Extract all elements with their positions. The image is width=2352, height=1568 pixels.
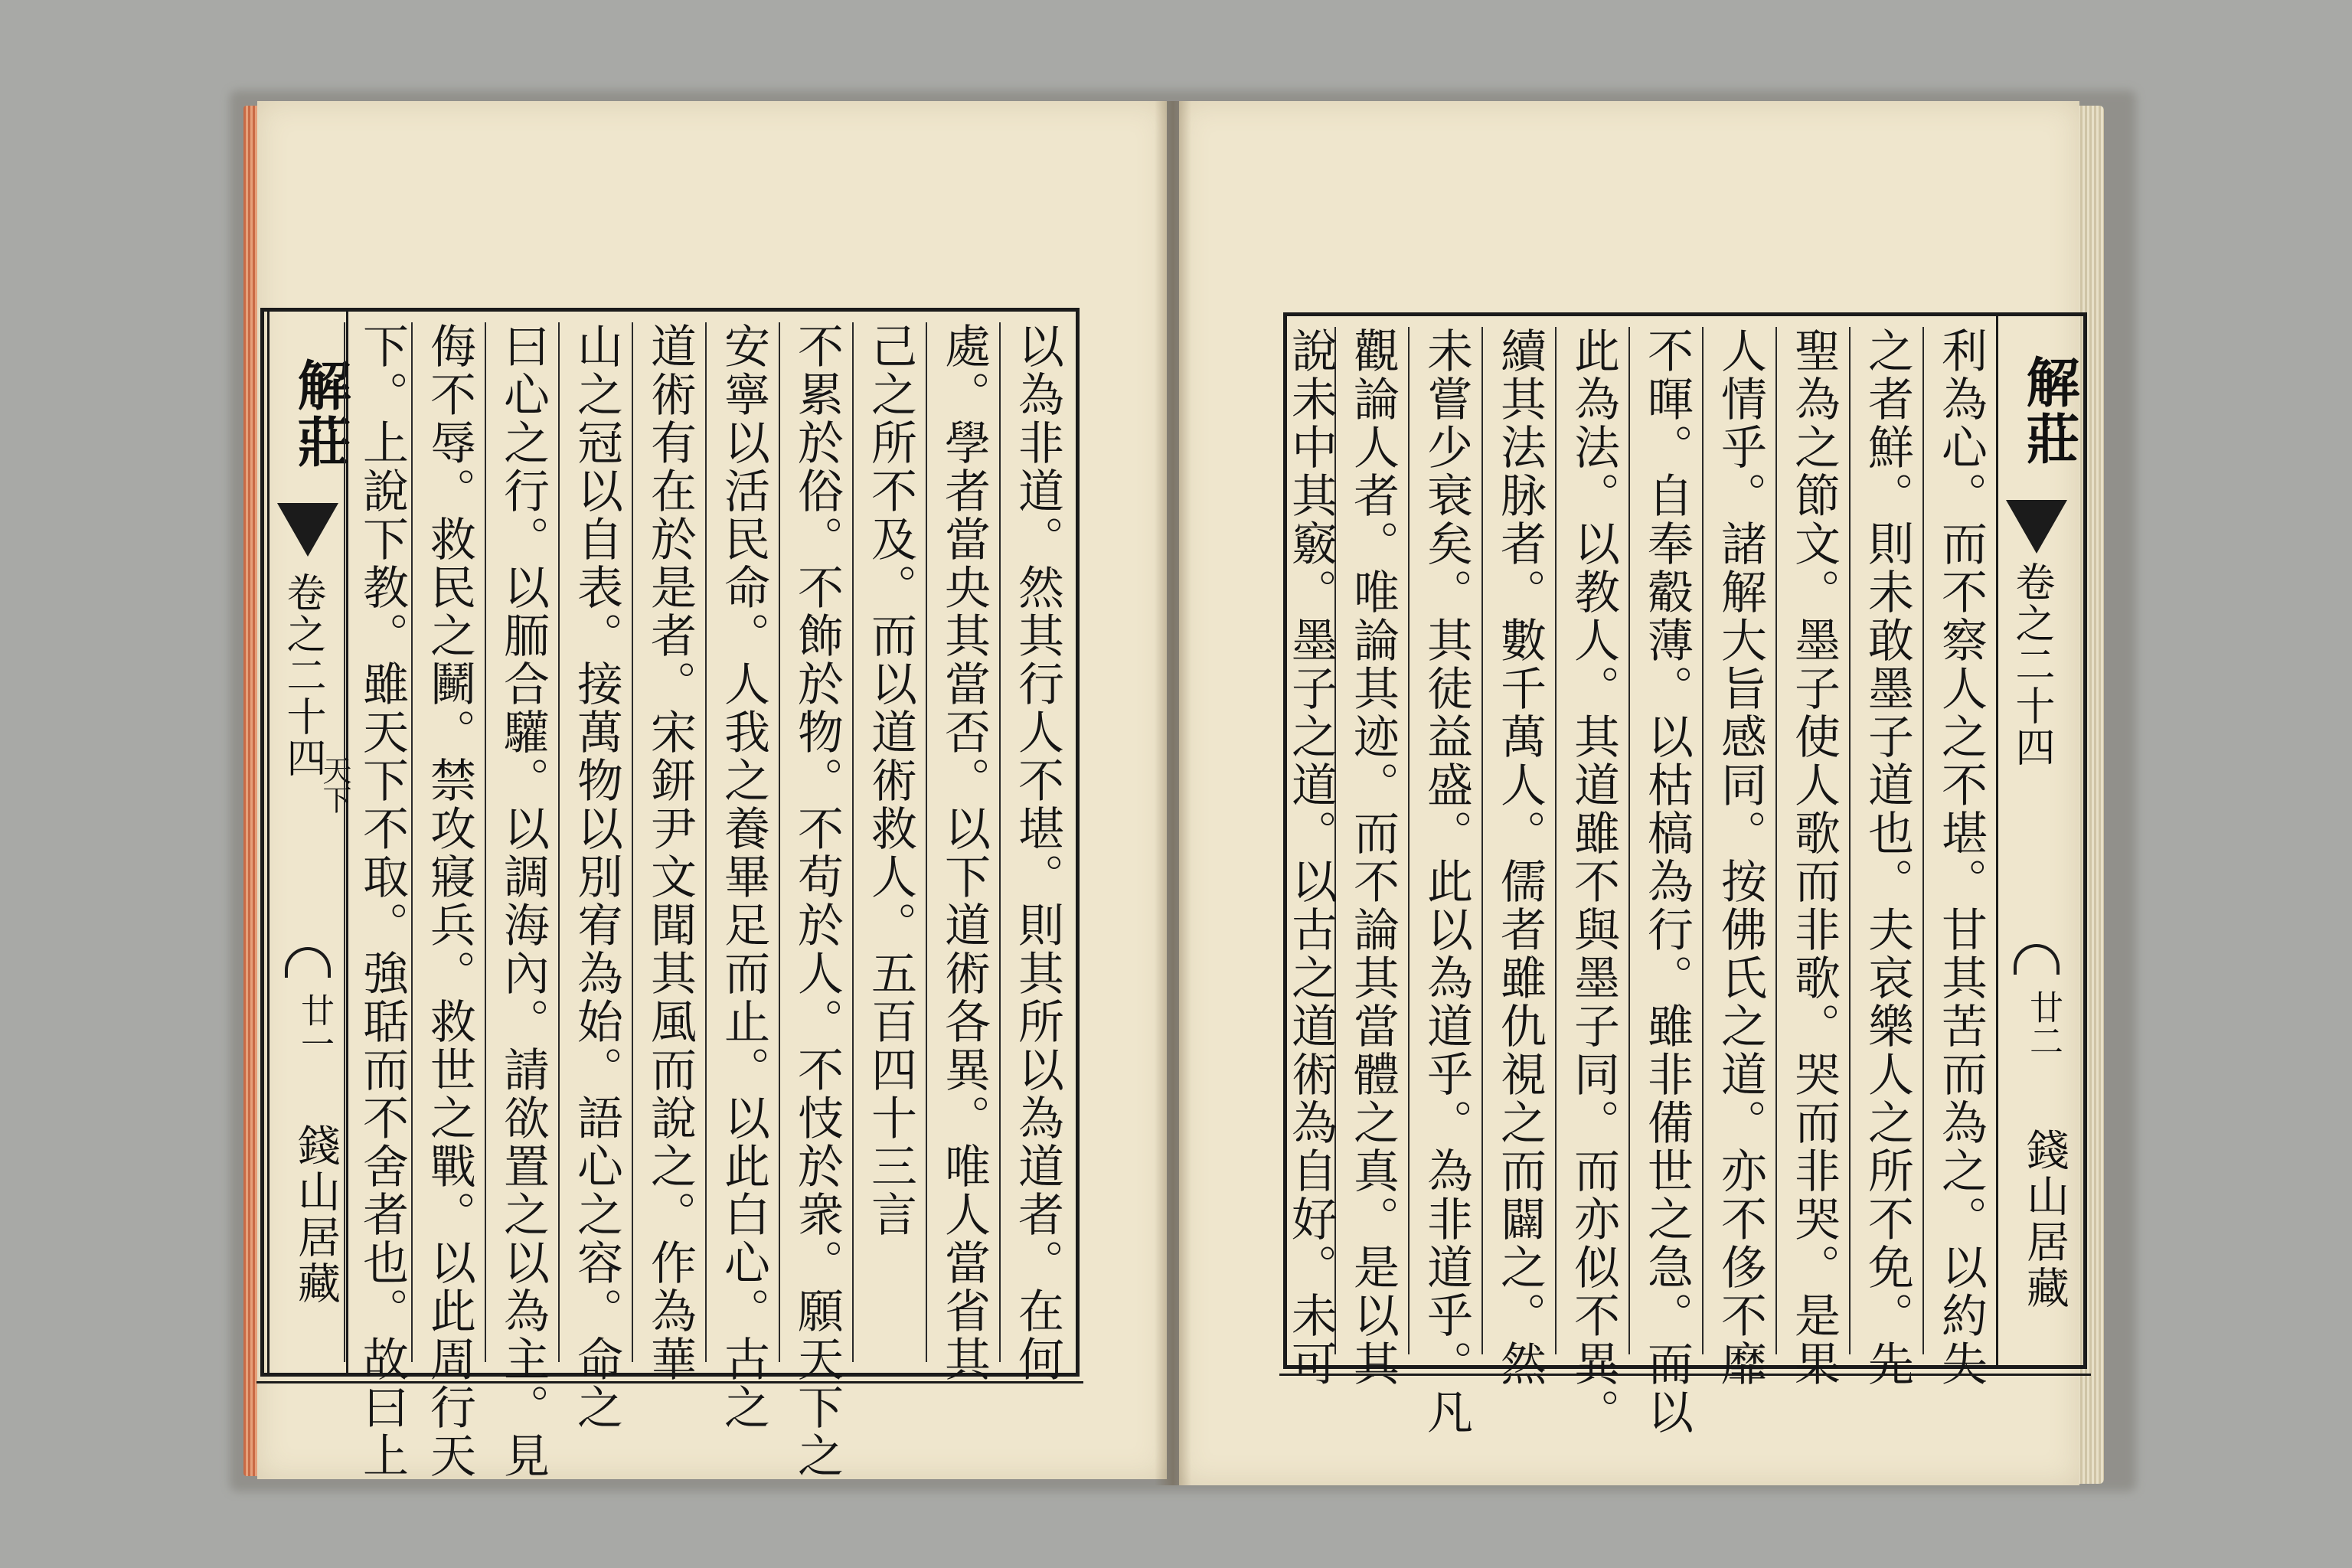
text-column: [1775, 327, 1851, 1388]
text-column: [411, 322, 486, 1480]
text-column: [344, 322, 419, 1480]
text-column: [705, 322, 780, 1432]
right-banxin-title: 解莊: [2017, 354, 2081, 468]
column-text: 未嘗少衰矣。其徒益盛。此以為道乎。為非道乎。凡: [1419, 327, 1473, 1436]
column-text: 聖為之節文。墨子使人歌而非歌。哭而非哭。是果: [1787, 327, 1841, 1388]
text-column: [1628, 327, 1704, 1436]
right-banxin-studio: 錢山居藏: [2020, 1128, 2069, 1312]
left-banxin-section: 天下: [318, 756, 351, 814]
left-banxin-title: 解莊: [289, 358, 352, 471]
column-text: 續其法脉者。數千萬人。儒者雖仇視之而闢之。然: [1493, 327, 1547, 1388]
text-column: [1284, 327, 1338, 1388]
left-banxin-juan: 卷之二十四: [279, 572, 325, 779]
text-column: [852, 322, 927, 1362]
right-banxin: [1996, 316, 2081, 1365]
left-banxin: [267, 312, 352, 1373]
column-text: 不累於俗。不飾於物。不苟於人。不忮於衆。願天下之: [790, 322, 844, 1480]
text-column: [632, 322, 707, 1383]
column-text: 下。上說下教。雖天下不取。強聒而不舍者也。故曰上: [355, 322, 409, 1480]
left-fishtail-icon: [277, 503, 338, 557]
column-text: 己之所不及。而以道術救人。五百四十三言: [864, 322, 917, 1239]
text-column: [1481, 327, 1557, 1388]
column-text: 說未中其竅。墨子之道。以古之道術為自好。未可: [1284, 327, 1338, 1388]
right-banxin-folio: 廿二: [2024, 990, 2063, 1057]
text-column: [779, 322, 854, 1480]
right-fishtail-bottom-icon: [2014, 944, 2060, 975]
column-text: 觀論人者。唯論其迹。而不論其當體之真。是以其: [1346, 327, 1400, 1388]
text-column: [485, 322, 560, 1480]
left-fishtail-bottom-icon: [285, 947, 331, 978]
column-text: 以為非道。然其行人不堪。則其所以為道者。在何: [1011, 322, 1064, 1383]
column-text: 人情乎。諸解大旨感同。按佛氏之道。亦不侈不靡: [1713, 327, 1767, 1388]
column-text: 曰心之行。以胹合驩。以調海內。請欲置之以為主。見: [496, 322, 550, 1480]
text-column: [1702, 327, 1777, 1388]
text-column: [558, 322, 633, 1432]
column-text: 此為法。以教人。其道雖不與墨子同。而亦似不異。: [1566, 327, 1620, 1436]
column-text: 利為心。而不察人之不堪。甘其苦而為之。以約失: [1934, 327, 1988, 1388]
text-column: [1555, 327, 1630, 1436]
text-column: [926, 322, 1001, 1383]
right-text-frame: [1283, 312, 2087, 1436]
book-gutter: [1155, 101, 1191, 1485]
left-banxin-studio: 錢山居藏: [291, 1123, 341, 1307]
left-text-frame: [260, 308, 1080, 1480]
column-text: 安寧以活民命。人我之養畢足而止。以此白心。古之: [717, 322, 770, 1432]
column-text: 山之冠以自表。接萬物以別宥為始。語心之容。命之: [570, 322, 623, 1432]
column-text: 不暉。自奉觳薄。以枯槁為行。雖非備世之急。而以: [1640, 327, 1694, 1436]
column-text: 之者鮮。則未敢墨子道也。夫哀樂人之所不免。先: [1860, 327, 1914, 1388]
left-banxin-folio: 廿一: [295, 993, 334, 1060]
right-fishtail-icon: [2006, 500, 2067, 554]
right-banxin-juan: 卷之二十四: [2008, 561, 2054, 768]
column-text: 道術有在於是者。宋鈃尹文聞其風而說之。作為華: [643, 322, 697, 1383]
text-column: [999, 322, 1074, 1383]
text-column: [1849, 327, 1924, 1388]
text-column: [1922, 327, 1998, 1388]
text-column: [1408, 327, 1483, 1436]
column-text: 侮不辱。救民之鬭。禁攻寢兵。救世之戰。以此周行天: [423, 322, 476, 1480]
column-text: 處。學者當央其當否。以下道術各異。唯人當省其: [937, 322, 991, 1383]
